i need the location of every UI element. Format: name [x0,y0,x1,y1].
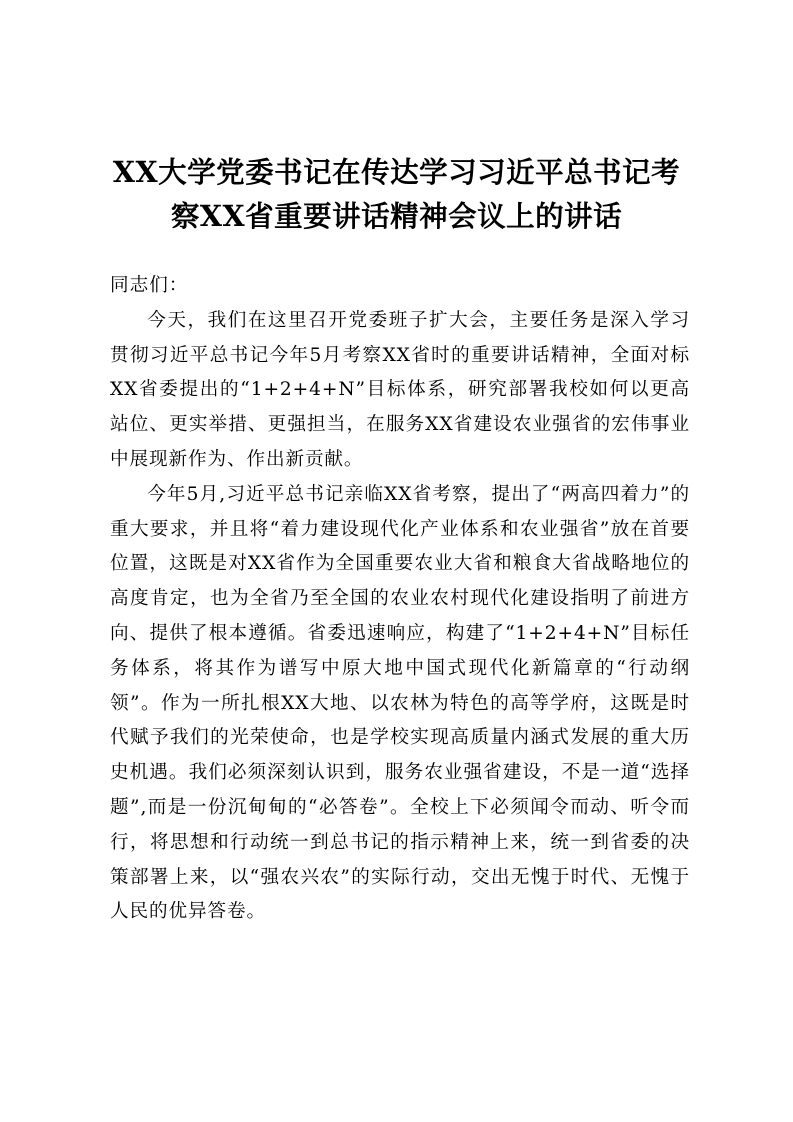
title-line-1: XX大学党委书记在传达学习习近平总书记考 [112,155,681,189]
salutation: 同志们： [110,275,189,296]
title-line-2: 察XX省重要讲话精神会议上的讲话 [170,199,623,233]
document-title [100,150,693,238]
document-body [110,269,690,930]
paragraph-1: 今天，我们在这里召开党委班子扩大会，主要任务是深入学习贯彻习近平总书记今年5月考察XX省时的重要讲话精神，全面对标XX省委提出的“1+2+4+N”目标体系，研究部署我校如何以更高站位、更实举措、更强担当，在服务XX省建设农业强省的宏伟事业中展现新作为、作出新贡献。 [110,309,690,470]
paragraph-2: 今年5月,习近平总书记亲临XX省考察，提出了“两高四着力”的重大要求，并且将“着力建设现代化产业体系和农业强省”放在首要位置，这既是对XX省作为全国重要农业大省和粮食大省战略地位的高度肯定，也为全省乃至全国的农业农村现代化建设指明了前进方向、提供了根本遵循。省委迅速响应，构建了“1+2+4+N”目标任务体系，将其作为谱写中原大地中国式现代化新篇章的“行动纲领”。作为一所扎根XX大地、以农林为特色的高等学府，这既是时代赋予我们的光荣使命，也是学校实现高质量内涵式发展的重大历史机遇。我们必须深刻认识到，服务农业强省建设，不是一道“选择题”,而是一份沉甸甸的“必答卷”。全校上下必须闻令而动、听令而行，将思想和行动统一到总书记的指示精神上来，统一到省委的决策部署上来，以“强农兴农”的实际行动，交出无愧于时代、无愧于人民的优异答卷。 [110,483,690,923]
